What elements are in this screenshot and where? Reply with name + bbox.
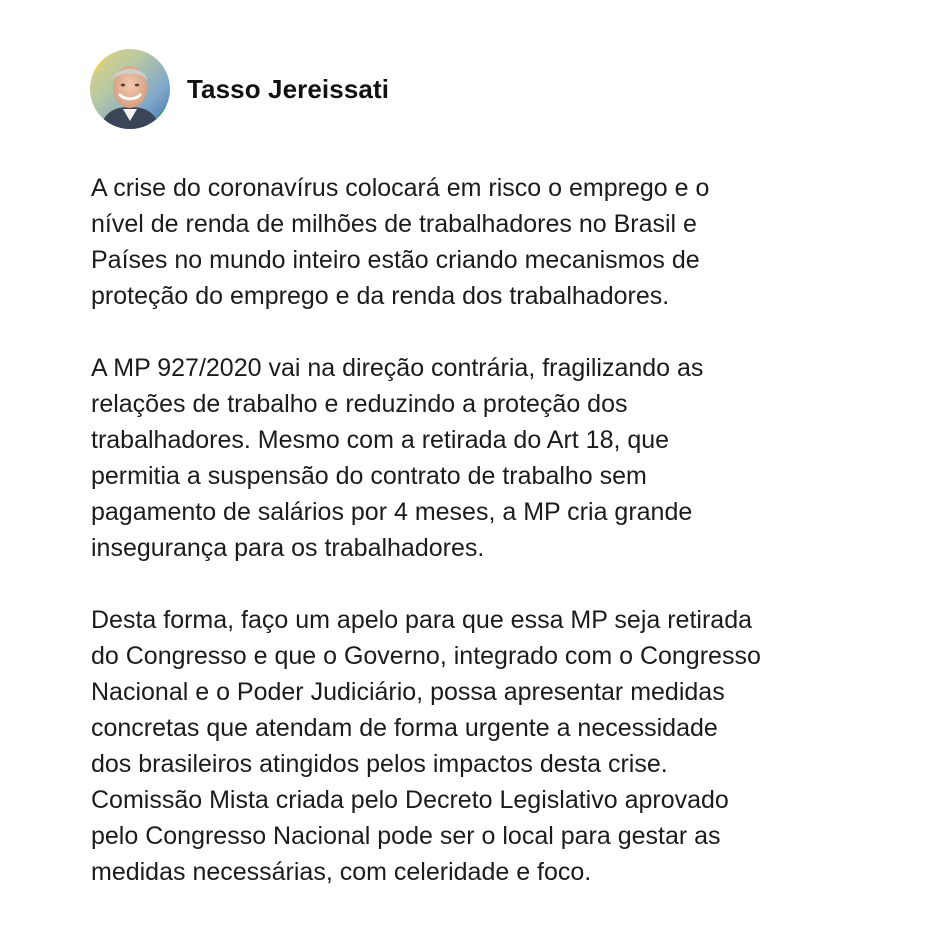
post-paragraph: A MP 927/2020 vai na direção contrária, fragilizando as relações de trabalho e reduzindo a proteção dos trabalhadores. Mesmo com a retirada do Art 18, que permitia a suspensão do contrato de trabalho sem pagamento de salários por 4 meses, a MP cria grande insegurança para os trabalhadores. bbox=[91, 354, 704, 562]
post-paragraph: A crise do coronavírus colocará em risco o emprego e o nível de renda de milhões de trabalhadores no Brasil e Países no mundo inteiro estão criando mecanismos de proteção do emprego e da renda dos trabalhadores. bbox=[91, 174, 710, 310]
post-header bbox=[90, 48, 389, 130]
author-name[interactable]: Tasso Jereissati bbox=[187, 73, 390, 104]
profile-photo-icon bbox=[90, 49, 170, 129]
author-avatar[interactable] bbox=[90, 49, 170, 129]
post-paragraph: Desta forma, faço um apelo para que essa MP seja retirada do Congresso e que o Governo, integrado com o Congresso Nacional e o Poder Judiciário, possa apresentar medidas concretas que atendam de forma urgente a necessidade dos brasileiros atingidos pelos impactos desta crise. Comissão Mista criada pelo Decreto Legislativo aprovado pelo Congresso Nacional pode ser o local para gestar as medidas necessárias, com celeridade e foco. bbox=[91, 606, 761, 886]
post-body bbox=[91, 170, 891, 890]
